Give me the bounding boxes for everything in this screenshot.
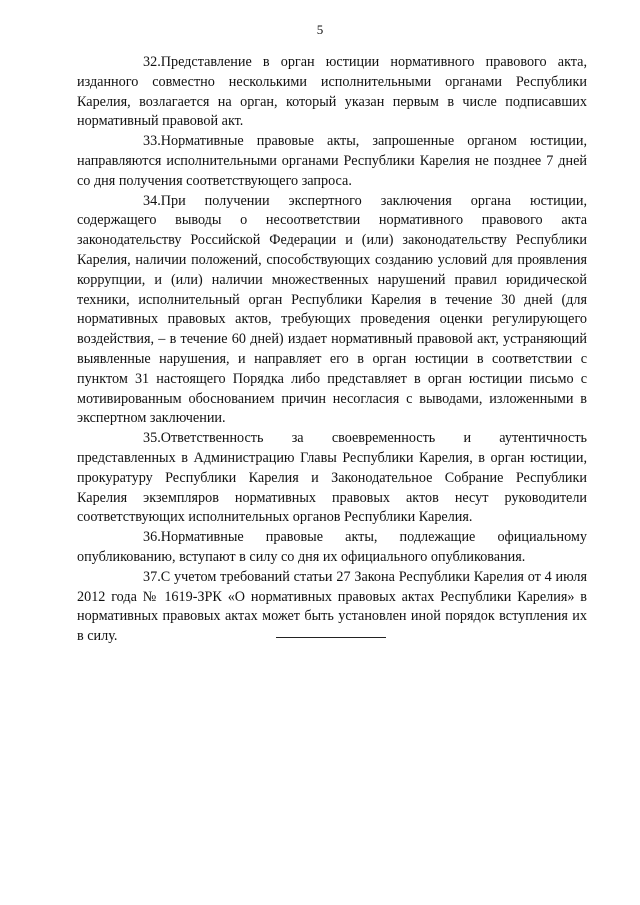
paragraph-34 (77, 192, 587, 430)
paragraph-text: С учетом требований статьи 27 Закона Республики Карелия от 4 июля 2012 года № 1619-ЗРК «О нормативных правовых актах Республики Карелия» в нормативных правовых актах может быть установлен иной порядок вступления их в силу. (77, 568, 587, 645)
paragraph-36 (77, 528, 587, 568)
paragraph-number: 32. (143, 54, 161, 70)
paragraph-text: Представление в орган юстиции нормативного правового акта, изданного совместно несколькими исполнительными органами Республики Карелия, возлагается на орган, который указан первым в числе подписавших нормативный правовой акт. (77, 54, 587, 130)
paragraph-number: 34. (143, 192, 161, 209)
document-body (77, 53, 587, 647)
paragraph-text: Нормативные правовые акты, запрошенные органом юстиции, направляются исполнительными органами Республики Карелия не позднее 7 дней со дня получения соответствующего запроса. (77, 133, 587, 189)
paragraph-number: 36. (143, 529, 161, 546)
paragraph-37 (77, 568, 587, 647)
paragraph-number: 37. (143, 568, 161, 585)
paragraph-text: Ответственность за своевременность и аутентичность представленных в Администрацию Главы Республики Карелия, в орган юстиции, прокуратуру Республики Карелия и Законодательное Собрание Республики Карелия экземпляров нормативных правовых актов несут руководители соответствующих исполнительных органов Республики Карелия. (77, 430, 587, 526)
paragraph-number: 35. (143, 430, 161, 447)
paragraph-32 (77, 53, 587, 132)
paragraph-33 (77, 132, 587, 191)
closing-divider (276, 637, 386, 638)
page-number: 5 (316, 22, 324, 37)
paragraph-text: При получении экспертного заключения органа юстиции, содержащего выводы о несоответствии нормативного правового акта законодательству Российской Федерации и (или) законодательству Республики Карелия, наличии положений, способствующих созданию условий для проявления коррупции, и (или) наличии множественных нарушений правил юридической техники, исполнительный орган Республики Карелия в течение 30 дней (для нормативных правовых актов, требующих проведения оценки регулирующего воздействия, – в течение 60 дней) издает нормативный правовой акт, устраняющий выявленные нарушения, и направляет его в орган юстиции в соответствии с пунктом 31 настоящего Порядка либо представляет в орган юстиции письмо с мотивированным обоснованием причин несогласия с выводами, изложенными в экспертном заключении. (77, 192, 587, 427)
paragraph-number: 33. (143, 133, 161, 150)
paragraph-text: Нормативные правовые акты, подлежащие официальному опубликованию, вступают в силу со дня их официального опубликования. (77, 529, 587, 565)
paragraph-35 (77, 429, 587, 528)
